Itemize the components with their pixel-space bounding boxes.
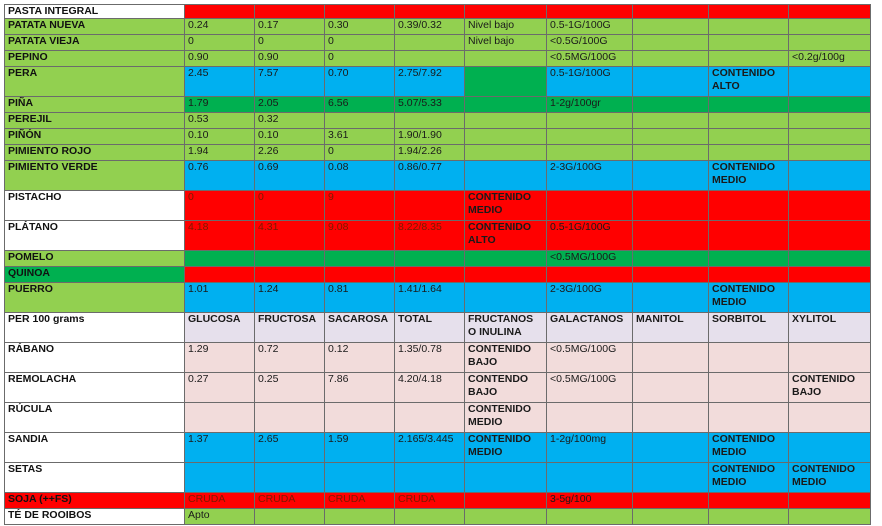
table-cell bbox=[789, 251, 871, 267]
table-cell bbox=[633, 283, 709, 313]
table-cell: <0.5MG/100G bbox=[547, 373, 633, 403]
table-row bbox=[5, 5, 871, 19]
row-label: PEREJIL bbox=[5, 113, 185, 129]
table-cell: CRUDA bbox=[185, 493, 255, 509]
table-cell bbox=[255, 463, 325, 493]
table-cell bbox=[325, 403, 395, 433]
row-label: TÉ DE ROOIBOS bbox=[5, 509, 185, 525]
table-cell bbox=[789, 5, 871, 19]
table-cell bbox=[465, 267, 547, 283]
table-cell: 7.86 bbox=[325, 373, 395, 403]
table-cell: CONTENIDO MEDIO bbox=[709, 161, 789, 191]
table-row bbox=[5, 283, 871, 313]
table-cell: 0.39/0.32 bbox=[395, 19, 465, 35]
row-label: PISTACHO bbox=[5, 191, 185, 221]
table-cell: 1.29 bbox=[185, 343, 255, 373]
table-cell: 1.41/1.64 bbox=[395, 283, 465, 313]
table-cell: TOTAL bbox=[395, 313, 465, 343]
table-cell bbox=[633, 67, 709, 97]
row-label: SANDIA bbox=[5, 433, 185, 463]
table-cell bbox=[633, 161, 709, 191]
row-label: PLÁTANO bbox=[5, 221, 185, 251]
table-row bbox=[5, 113, 871, 129]
row-label: POMELO bbox=[5, 251, 185, 267]
table-row bbox=[5, 221, 871, 251]
table-cell bbox=[709, 493, 789, 509]
table-cell: 0.12 bbox=[325, 343, 395, 373]
table-cell: 2.165/3.445 bbox=[395, 433, 465, 463]
table-cell: 4.18 bbox=[185, 221, 255, 251]
row-label: SOJA (++FS) bbox=[5, 493, 185, 509]
table-cell: 7.57 bbox=[255, 67, 325, 97]
table-cell: 0.27 bbox=[185, 373, 255, 403]
table-cell: CONTENIDO MEDIO bbox=[709, 433, 789, 463]
table-cell: 0.17 bbox=[255, 19, 325, 35]
table-cell bbox=[709, 113, 789, 129]
table-cell bbox=[633, 509, 709, 525]
table-cell: <0.5MG/100G bbox=[547, 343, 633, 373]
table-cell: CONTENIDO MEDIO bbox=[465, 433, 547, 463]
table-cell bbox=[185, 5, 255, 19]
table-cell: 0.5-1G/100G bbox=[547, 67, 633, 97]
table-cell: 0.25 bbox=[255, 373, 325, 403]
table-cell: 3-5g/100 bbox=[547, 493, 633, 509]
table-cell bbox=[465, 161, 547, 191]
table-cell bbox=[547, 403, 633, 433]
table-row bbox=[5, 97, 871, 113]
table-row bbox=[5, 51, 871, 67]
table-cell: 1-2g/100gr bbox=[547, 97, 633, 113]
table-cell: FRUCTANOS O INULINA bbox=[465, 313, 547, 343]
table-cell: 1.01 bbox=[185, 283, 255, 313]
table-cell: 0.10 bbox=[255, 129, 325, 145]
table-cell bbox=[709, 51, 789, 67]
table-cell bbox=[465, 67, 547, 97]
table-cell: CONTENIDO ALTO bbox=[465, 221, 547, 251]
table-cell bbox=[633, 5, 709, 19]
table-cell bbox=[789, 19, 871, 35]
table-row bbox=[5, 145, 871, 161]
table-row bbox=[5, 373, 871, 403]
table-cell: 0.5-1G/100G bbox=[547, 221, 633, 251]
row-label: RÁBANO bbox=[5, 343, 185, 373]
table-cell: CONTENIDO MEDIO bbox=[465, 191, 547, 221]
table-cell: <0.5MG/100G bbox=[547, 251, 633, 267]
table-row bbox=[5, 67, 871, 97]
row-label: PER 100 grams bbox=[5, 313, 185, 343]
table-cell bbox=[789, 267, 871, 283]
table-cell: GALACTANOS bbox=[547, 313, 633, 343]
table-cell: Nivel bajo bbox=[465, 19, 547, 35]
table-row bbox=[5, 493, 871, 509]
table-cell: CONTENIDO MEDIO bbox=[709, 463, 789, 493]
table-cell bbox=[395, 51, 465, 67]
table-cell bbox=[709, 35, 789, 51]
table-row bbox=[5, 161, 871, 191]
row-label: SETAS bbox=[5, 463, 185, 493]
table-cell bbox=[465, 145, 547, 161]
table-cell bbox=[709, 403, 789, 433]
table-cell: FRUCTOSA bbox=[255, 313, 325, 343]
table-cell bbox=[395, 509, 465, 525]
table-cell: 2.65 bbox=[255, 433, 325, 463]
table-cell: 0.70 bbox=[325, 67, 395, 97]
table-cell: 0.76 bbox=[185, 161, 255, 191]
table-cell bbox=[395, 5, 465, 19]
table-cell: 0.81 bbox=[325, 283, 395, 313]
table-cell bbox=[633, 97, 709, 113]
table-cell bbox=[255, 5, 325, 19]
table-cell bbox=[789, 113, 871, 129]
table-cell: 0 bbox=[325, 145, 395, 161]
table-cell: CONTENIDO MEDIO bbox=[465, 403, 547, 433]
table-cell: <0.5MG/100G bbox=[547, 51, 633, 67]
table-cell: CONTENIDO BAJO bbox=[789, 373, 871, 403]
table-row bbox=[5, 129, 871, 145]
table-cell bbox=[395, 191, 465, 221]
table-cell bbox=[465, 129, 547, 145]
table-cell bbox=[789, 433, 871, 463]
table-cell bbox=[633, 493, 709, 509]
table-cell: 9 bbox=[325, 191, 395, 221]
table-cell: CONTENIDO BAJO bbox=[465, 343, 547, 373]
table-cell bbox=[709, 97, 789, 113]
table-cell: <0.2g/100g bbox=[789, 51, 871, 67]
table-cell bbox=[789, 191, 871, 221]
table-cell bbox=[255, 251, 325, 267]
table-cell bbox=[709, 343, 789, 373]
table-cell bbox=[709, 509, 789, 525]
table-cell: 0.5-1G/100G bbox=[547, 19, 633, 35]
table-row bbox=[5, 463, 871, 493]
table-cell: CRUDA bbox=[395, 493, 465, 509]
table-cell: 0 bbox=[325, 51, 395, 67]
table-cell: 6.56 bbox=[325, 97, 395, 113]
table-cell: 2.45 bbox=[185, 67, 255, 97]
table-cell: CONTENDO BAJO bbox=[465, 373, 547, 403]
table-cell bbox=[633, 191, 709, 221]
table-cell bbox=[709, 221, 789, 251]
table-cell bbox=[709, 191, 789, 221]
table-row bbox=[5, 251, 871, 267]
table-row bbox=[5, 267, 871, 283]
table-cell bbox=[395, 403, 465, 433]
table-cell bbox=[185, 251, 255, 267]
table-cell bbox=[633, 35, 709, 51]
table-cell bbox=[633, 19, 709, 35]
table-row bbox=[5, 19, 871, 35]
table-cell bbox=[465, 283, 547, 313]
table-cell: SACAROSA bbox=[325, 313, 395, 343]
table-cell bbox=[709, 373, 789, 403]
table-cell bbox=[185, 267, 255, 283]
table-cell: CRUDA bbox=[325, 493, 395, 509]
table-cell bbox=[633, 433, 709, 463]
table-cell: CONTENIDO MEDIO bbox=[709, 283, 789, 313]
table-cell: 8.22/8.35 bbox=[395, 221, 465, 251]
table-cell: 0.30 bbox=[325, 19, 395, 35]
row-label: PUERRO bbox=[5, 283, 185, 313]
table-row bbox=[5, 509, 871, 525]
table-cell bbox=[633, 145, 709, 161]
table-cell: 1-2g/100mg bbox=[547, 433, 633, 463]
table-cell: 0 bbox=[255, 35, 325, 51]
table-cell bbox=[633, 373, 709, 403]
table-cell: 1.79 bbox=[185, 97, 255, 113]
table-cell bbox=[789, 129, 871, 145]
table-cell: 1.90/1.90 bbox=[395, 129, 465, 145]
table-cell: 0.32 bbox=[255, 113, 325, 129]
table-cell bbox=[395, 463, 465, 493]
table-cell bbox=[465, 5, 547, 19]
table-cell bbox=[789, 221, 871, 251]
table-cell bbox=[633, 129, 709, 145]
table-cell bbox=[789, 343, 871, 373]
table-cell bbox=[325, 5, 395, 19]
table-cell: 0.86/0.77 bbox=[395, 161, 465, 191]
row-label: PIMIENTO ROJO bbox=[5, 145, 185, 161]
table-cell: 0.24 bbox=[185, 19, 255, 35]
table-cell: 1.37 bbox=[185, 433, 255, 463]
table-cell: 1.24 bbox=[255, 283, 325, 313]
table-cell bbox=[633, 221, 709, 251]
table-cell bbox=[395, 251, 465, 267]
row-label: PERA bbox=[5, 67, 185, 97]
table-cell bbox=[325, 251, 395, 267]
table-cell bbox=[547, 191, 633, 221]
table-cell bbox=[547, 145, 633, 161]
row-label: PIMIENTO VERDE bbox=[5, 161, 185, 191]
table-cell bbox=[325, 463, 395, 493]
table-cell: 4.20/4.18 bbox=[395, 373, 465, 403]
table-cell: Nivel bajo bbox=[465, 35, 547, 51]
table-cell bbox=[789, 403, 871, 433]
table-cell: <0.5G/100G bbox=[547, 35, 633, 51]
table-cell: 1.59 bbox=[325, 433, 395, 463]
table-cell bbox=[255, 267, 325, 283]
table-cell bbox=[789, 161, 871, 191]
table-cell: Apto bbox=[185, 509, 255, 525]
table-cell bbox=[255, 403, 325, 433]
table-cell bbox=[633, 113, 709, 129]
table-cell: 0.72 bbox=[255, 343, 325, 373]
table-cell bbox=[395, 267, 465, 283]
table-cell: 0 bbox=[325, 35, 395, 51]
table-cell: 0.08 bbox=[325, 161, 395, 191]
table-cell: XYLITOL bbox=[789, 313, 871, 343]
table-cell: 1.35/0.78 bbox=[395, 343, 465, 373]
table-cell bbox=[789, 67, 871, 97]
row-label: PATATA VIEJA bbox=[5, 35, 185, 51]
table-cell bbox=[633, 463, 709, 493]
table-cell: 0.10 bbox=[185, 129, 255, 145]
table-cell: 0.90 bbox=[185, 51, 255, 67]
table-cell bbox=[325, 267, 395, 283]
table-cell: 0.69 bbox=[255, 161, 325, 191]
table-cell: 0.90 bbox=[255, 51, 325, 67]
table-cell bbox=[465, 463, 547, 493]
row-label: PEPINO bbox=[5, 51, 185, 67]
table-cell bbox=[465, 51, 547, 67]
table-cell: 1.94 bbox=[185, 145, 255, 161]
table-cell: 0.53 bbox=[185, 113, 255, 129]
table-cell bbox=[789, 283, 871, 313]
table-cell: 4.31 bbox=[255, 221, 325, 251]
table-cell: 1.94/2.26 bbox=[395, 145, 465, 161]
table-cell bbox=[633, 343, 709, 373]
table-cell bbox=[789, 509, 871, 525]
table-cell bbox=[465, 113, 547, 129]
row-label: PATATA NUEVA bbox=[5, 19, 185, 35]
table-cell bbox=[789, 493, 871, 509]
table-row bbox=[5, 191, 871, 221]
table-cell bbox=[465, 97, 547, 113]
table-cell: 0 bbox=[185, 191, 255, 221]
table-cell bbox=[789, 145, 871, 161]
table-cell bbox=[633, 403, 709, 433]
table-cell: CRUDA bbox=[255, 493, 325, 509]
table-cell bbox=[709, 129, 789, 145]
table-cell: 0 bbox=[185, 35, 255, 51]
row-label: PIÑÓN bbox=[5, 129, 185, 145]
table-cell: CONTENIDO MEDIO bbox=[789, 463, 871, 493]
table-cell bbox=[547, 5, 633, 19]
row-label: QUINOA bbox=[5, 267, 185, 283]
fodmap-table-container bbox=[4, 4, 870, 525]
table-cell bbox=[547, 509, 633, 525]
table-cell bbox=[547, 113, 633, 129]
table-cell bbox=[185, 463, 255, 493]
table-cell: MANITOL bbox=[633, 313, 709, 343]
table-cell: 2-3G/100G bbox=[547, 283, 633, 313]
table-cell bbox=[633, 267, 709, 283]
table-cell bbox=[325, 113, 395, 129]
row-label: PASTA INTEGRAL bbox=[5, 5, 185, 19]
table-cell bbox=[789, 97, 871, 113]
table-cell bbox=[633, 251, 709, 267]
table-row bbox=[5, 35, 871, 51]
table-cell bbox=[255, 509, 325, 525]
table-cell bbox=[709, 251, 789, 267]
table-cell: 0 bbox=[255, 191, 325, 221]
table-cell: 2.26 bbox=[255, 145, 325, 161]
table-cell: GLUCOSA bbox=[185, 313, 255, 343]
table-cell: 9.08 bbox=[325, 221, 395, 251]
table-cell bbox=[547, 129, 633, 145]
table-cell bbox=[547, 463, 633, 493]
table-cell: 3.61 bbox=[325, 129, 395, 145]
table-row bbox=[5, 433, 871, 463]
table-cell bbox=[465, 509, 547, 525]
table-cell bbox=[395, 35, 465, 51]
table-cell: 2-3G/100G bbox=[547, 161, 633, 191]
table-row bbox=[5, 343, 871, 373]
fodmap-table bbox=[4, 4, 871, 525]
table-cell bbox=[465, 251, 547, 267]
table-cell: SORBITOL bbox=[709, 313, 789, 343]
table-row bbox=[5, 313, 871, 343]
table-cell bbox=[185, 403, 255, 433]
table-cell: CONTENIDO ALTO bbox=[709, 67, 789, 97]
table-cell bbox=[709, 19, 789, 35]
table-cell bbox=[789, 35, 871, 51]
table-cell bbox=[325, 509, 395, 525]
table-cell bbox=[709, 267, 789, 283]
table-cell: 2.05 bbox=[255, 97, 325, 113]
table-cell: 2.75/7.92 bbox=[395, 67, 465, 97]
table-cell bbox=[709, 5, 789, 19]
table-cell: 5.07/5.33 bbox=[395, 97, 465, 113]
table-cell bbox=[633, 51, 709, 67]
table-cell bbox=[709, 145, 789, 161]
table-cell bbox=[547, 267, 633, 283]
table-row bbox=[5, 403, 871, 433]
row-label: RÚCULA bbox=[5, 403, 185, 433]
row-label: REMOLACHA bbox=[5, 373, 185, 403]
table-cell bbox=[465, 493, 547, 509]
table-cell bbox=[395, 113, 465, 129]
row-label: PIÑA bbox=[5, 97, 185, 113]
